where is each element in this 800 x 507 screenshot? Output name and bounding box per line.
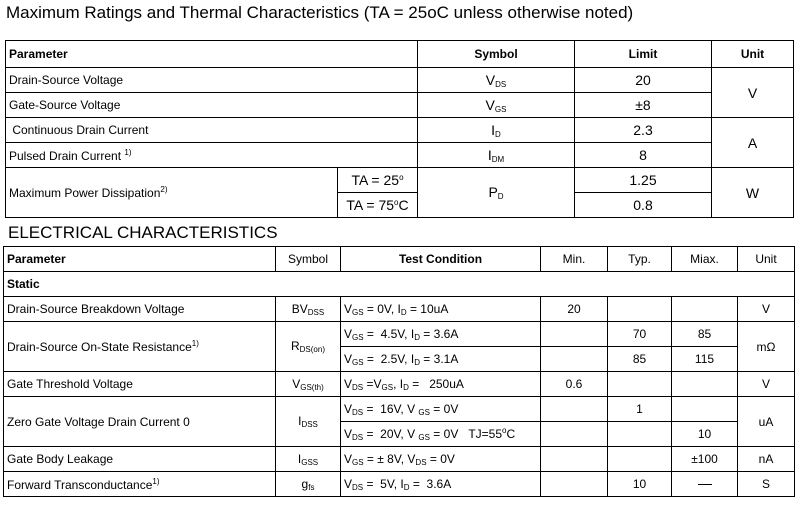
symbol-cell: $V_{DS}$ — [418, 68, 575, 93]
param-cell: Gate Body Leakage — [4, 447, 276, 472]
param-cell: Pulsed Drain Current $^{1)}$ — [6, 143, 418, 168]
symbol-cell: $I_{GSS}$ — [276, 447, 341, 472]
limit-cell: 2.3 — [575, 118, 712, 143]
header-typ: Typ. — [608, 247, 672, 272]
typ-cell — [608, 447, 672, 472]
header-symbol: Symbol — [276, 247, 341, 272]
param-cell: Gate Threshold Voltage — [4, 372, 276, 397]
max-cell — [672, 372, 738, 397]
unit-cell: uA — [738, 397, 795, 447]
min-cell — [541, 397, 608, 422]
page-title: Maximum Ratings and Thermal Characteristics (TA = 25oC unless otherwise noted) — [6, 3, 634, 22]
header-symbol: Symbol — [418, 41, 575, 68]
unit-cell: nA — [738, 447, 795, 472]
unit-cell: V — [712, 68, 794, 118]
min-cell — [541, 472, 608, 497]
min-cell: 20 — [541, 297, 608, 322]
electrical-table — [3, 246, 795, 497]
limit-cell: 8 — [575, 143, 712, 168]
min-cell — [541, 322, 608, 347]
symbol-cell: $BV_{DSS}$ — [276, 297, 341, 322]
param-cell: Drain-Source Voltage — [6, 68, 418, 93]
limit-cell: 0.8 — [575, 193, 712, 218]
header-parameter: Parameter — [6, 41, 418, 68]
symbol-cell: $R_{DS(on)}$ — [276, 322, 341, 372]
condition-cell: $V_{GS} = 2.5V$, $I_D = 3.1A$ — [341, 347, 541, 372]
limit-cell: 20 — [575, 68, 712, 93]
dash-mark — [698, 484, 712, 485]
typ-cell — [608, 297, 672, 322]
symbol-cell: $g_{fs}$ — [276, 472, 341, 497]
header-unit: Unit — [738, 247, 795, 272]
param-cell: Gate-Source Voltage — [6, 93, 418, 118]
param-cell: Continuous Drain Current — [6, 118, 418, 143]
condition-cell: TA = $25^o$ — [338, 168, 418, 193]
header-max: Miax. — [672, 247, 738, 272]
limit-cell: ±8 — [575, 93, 712, 118]
condition-cell: $V_{DS} =V_{GS}$, $I_D = 250uA$ — [341, 372, 541, 397]
typ-cell — [608, 372, 672, 397]
header-limit: Limit — [575, 41, 712, 68]
typ-cell: 1 — [608, 397, 672, 422]
unit-cell: V — [738, 297, 795, 322]
max-cell: 10 — [672, 422, 738, 447]
header-unit: Unit — [712, 41, 794, 68]
symbol-cell: $P_D$ — [418, 168, 575, 218]
symbol-cell: $I_{DM}$ — [418, 143, 575, 168]
max-cell: ±100 — [672, 447, 738, 472]
min-cell: 0.6 — [541, 372, 608, 397]
header-parameter: Parameter — [4, 247, 276, 272]
condition-cell: $V_{GS} = 4.5V$, $I_D = 3.6A$ — [341, 322, 541, 347]
electrical-title: ELECTRICAL CHARACTERISTICS — [8, 223, 278, 242]
max-cell — [672, 297, 738, 322]
param-cell: Forward Transconductance$^{1)}$ — [4, 472, 276, 497]
condition-cell: $V_{GS}$ = ± 8V, $V_{DS} = 0V$ — [341, 447, 541, 472]
condition-cell: TA = $75^oC$ — [338, 193, 418, 218]
param-cell: Maximum Power Dissipation$^{2)}$ — [6, 168, 338, 218]
symbol-cell: $V_{GS}$ — [418, 93, 575, 118]
param-cell: Drain-Source On-State Resistance$^{1)}$ — [4, 322, 276, 372]
unit-cell: A — [712, 118, 794, 168]
unit-cell: mΩ — [738, 322, 795, 372]
header-test-condition: Test Condition — [341, 247, 541, 272]
unit-cell: V — [738, 372, 795, 397]
limit-cell: 1.25 — [575, 168, 712, 193]
symbol-cell: $I_D$ — [418, 118, 575, 143]
typ-cell: 85 — [608, 347, 672, 372]
unit-cell: S — [738, 472, 795, 497]
max-cell — [672, 397, 738, 422]
header-min: Min. — [541, 247, 608, 272]
condition-cell: $V_{DS} = 20V$, V $_{GS}$ = 0V $TJ=55^oC$ — [341, 422, 541, 447]
param-cell: Drain-Source Breakdown Voltage — [4, 297, 276, 322]
min-cell — [541, 347, 608, 372]
max-ratings-table — [5, 40, 794, 218]
symbol-cell: $V_{GS(th)}$ — [276, 372, 341, 397]
symbol-cell: $I_{DSS}$ — [276, 397, 341, 447]
typ-cell — [608, 422, 672, 447]
section-label: Static — [4, 272, 795, 297]
typ-cell: 10 — [608, 472, 672, 497]
min-cell — [541, 422, 608, 447]
max-cell: 115 — [672, 347, 738, 372]
unit-cell: W — [712, 168, 794, 218]
param-cell: Zero Gate Voltage Drain Current 0 — [4, 397, 276, 447]
condition-cell: $V_{DS} = 5V$, $I_D = 3.6A$ — [341, 472, 541, 497]
min-cell — [541, 447, 608, 472]
max-cell: 85 — [672, 322, 738, 347]
condition-cell: $V_{GS} = 0V$, $I_D = 10uA$ — [341, 297, 541, 322]
typ-cell: 70 — [608, 322, 672, 347]
condition-cell: $V_{DS} = 16V$, V $_{GS}$ = 0V — [341, 397, 541, 422]
max-cell — [672, 472, 738, 497]
